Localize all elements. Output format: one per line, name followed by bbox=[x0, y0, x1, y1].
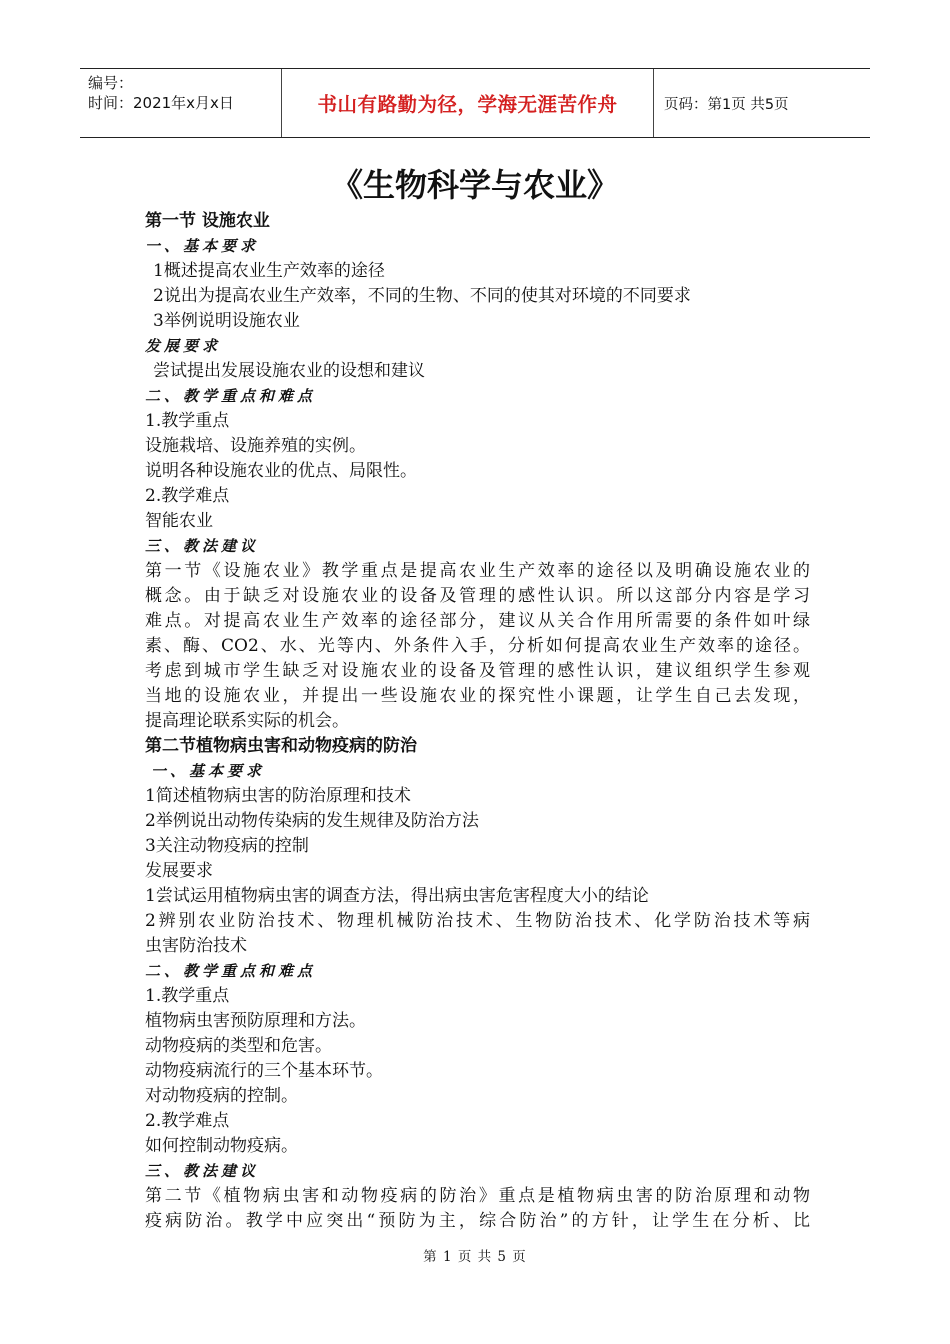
list-item: 2举例说出动物传染病的发生规律及防治方法 bbox=[145, 811, 479, 831]
text-line: 如何控制动物疫病。 bbox=[145, 1136, 298, 1156]
subheading: 一、基本要求 bbox=[145, 237, 260, 255]
text-line: 2.教学难点 bbox=[145, 1111, 230, 1131]
document-body bbox=[145, 209, 810, 1234]
list-item: 1简述植物病虫害的防治原理和技术 bbox=[145, 786, 411, 806]
text-line: 智能农业 bbox=[145, 511, 213, 531]
list-item: 1概述提高农业生产效率的途径 bbox=[153, 261, 385, 281]
paragraph-line: 第一节《设施农业》教学重点是提高农业生产效率的途径以及明确设施农业的 bbox=[145, 561, 810, 581]
paragraph-line: 概念。由于缺乏对设施农业的设备及管理的感性认识。所以这部分内容是学习 bbox=[145, 586, 810, 606]
subheading: 发展要求 bbox=[145, 337, 222, 355]
list-item: 2辨别农业防治技术、物理机械防治技术、生物防治技术、化学防治技术等病 bbox=[145, 911, 810, 931]
document-title: 《生物科学与农业》 bbox=[330, 166, 619, 204]
text-line: 植物病虫害预防原理和方法。 bbox=[145, 1011, 366, 1031]
text-line: 2.教学难点 bbox=[145, 486, 230, 506]
paragraph-line: 难点。对提高农业生产效率的途径部分，建议从关合作用所需要的条件如叶绿 bbox=[145, 611, 810, 631]
paragraph-line: 当地的设施农业，并提出一些设施农业的探究性小课题，让学生自己去发现， bbox=[145, 686, 810, 706]
list-item: 1尝试运用植物病虫害的调查方法，得出病虫害危害程度大小的结论 bbox=[145, 886, 649, 906]
text-line: 对动物疫病的控制。 bbox=[145, 1086, 298, 1106]
section-heading: 第二节植物病虫害和动物疫病的防治 bbox=[145, 736, 417, 756]
list-item: 3关注动物疫病的控制 bbox=[145, 836, 309, 856]
subheading: 一、基本要求 bbox=[151, 762, 266, 780]
text-line: 设施栽培、设施养殖的实例。 bbox=[145, 436, 366, 456]
paragraph-line: 疫病防治。教学中应突出“预防为主，综合防治”的方针，让学生在分析、比 bbox=[145, 1211, 810, 1231]
page-header bbox=[80, 68, 870, 138]
document-number-label: 编号： bbox=[88, 74, 134, 92]
list-item: 虫害防治技术 bbox=[145, 936, 247, 956]
list-item: 2说出为提高农业生产效率，不同的生物、不同的使其对环境的不同要求 bbox=[153, 286, 691, 306]
text-line: 动物疫病的类型和危害。 bbox=[145, 1036, 332, 1056]
subheading: 二、教学重点和难点 bbox=[145, 387, 317, 405]
header-motto: 书山有路勤为径，学海无涯苦作舟 bbox=[282, 69, 654, 137]
text-line: 1.教学重点 bbox=[145, 411, 230, 431]
header-page-info: 页码：第1页 共5页 bbox=[664, 96, 789, 113]
page-footer: 第 1 页 共 5 页 bbox=[423, 1249, 527, 1265]
paragraph-line: 考虑到城市学生缺乏对设施农业的设备及管理的感性认识，建议组织学生参观 bbox=[145, 661, 810, 681]
section-heading: 第一节 设施农业 bbox=[145, 211, 270, 231]
paragraph-line: 素、酶、CO2、水、光等内、外条件入手，分析如何提高农业生产效率的途径。 bbox=[145, 636, 810, 656]
text-line: 发展要求 bbox=[145, 861, 213, 881]
subheading: 三、教法建议 bbox=[145, 537, 260, 555]
header-meta bbox=[80, 69, 282, 137]
text-line: 说明各种设施农业的优点、局限性。 bbox=[145, 461, 417, 481]
paragraph-line: 提高理论联系实际的机会。 bbox=[145, 711, 349, 731]
list-item: 3举例说明设施农业 bbox=[153, 311, 300, 331]
text-line: 1.教学重点 bbox=[145, 986, 230, 1006]
list-item: 尝试提出发展设施农业的设想和建议 bbox=[153, 361, 425, 381]
subheading: 三、教法建议 bbox=[145, 1162, 260, 1180]
document-time-label: 时间：2021年x月x日 bbox=[88, 94, 234, 112]
text-line: 动物疫病流行的三个基本环节。 bbox=[145, 1061, 383, 1081]
paragraph-line: 第二节《植物病虫害和动物疫病的防治》重点是植物病虫害的防治原理和动物 bbox=[145, 1186, 810, 1206]
subheading: 二、教学重点和难点 bbox=[145, 962, 317, 980]
